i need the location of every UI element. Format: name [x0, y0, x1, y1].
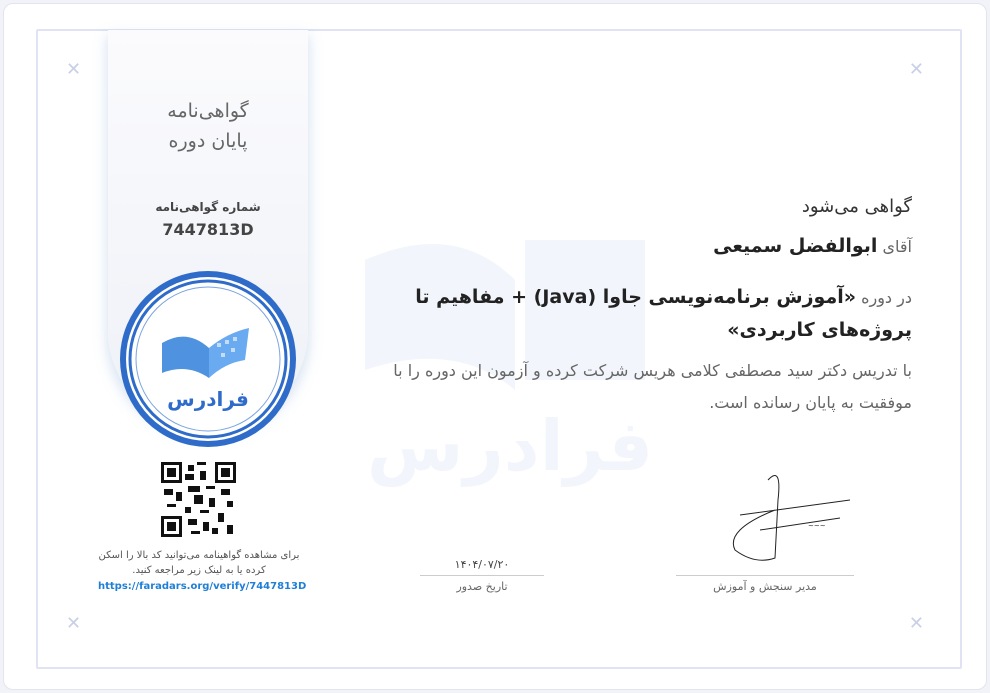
- seal-text: فرادرس: [167, 387, 249, 411]
- signature-line: [676, 575, 854, 576]
- corner-ornament-icon: ✕: [908, 613, 924, 634]
- certificate-body: [352, 196, 912, 419]
- issue-date: ۱۴۰۴/۰۷/۲۰: [454, 558, 510, 571]
- issue-date-label: تاریخ صدور: [456, 580, 508, 593]
- recipient-line: [352, 235, 912, 257]
- course-prefix: در دوره: [861, 288, 912, 307]
- title-line-2: پایان دوره: [168, 130, 248, 152]
- honorific: آقای: [882, 237, 912, 256]
- ribbon-title: [108, 96, 308, 156]
- corner-ornament-icon: ✕: [66, 613, 82, 634]
- signer-title: مدیر سنجش و آموزش: [713, 580, 817, 593]
- watermark-text: فرادرس: [366, 405, 654, 487]
- certificate-ribbon: [108, 30, 308, 430]
- course-line: [352, 281, 912, 347]
- corner-ornament-icon: ✕: [908, 59, 924, 80]
- signature-name-icon: ~~~: [808, 522, 826, 530]
- certificate-number-label: شماره گواهی‌نامه: [155, 200, 261, 214]
- certificate-number: 7447813D: [162, 220, 254, 239]
- verify-link[interactable]: https://faradars.org/verify/7447813D: [98, 581, 307, 592]
- signature: [720, 470, 860, 570]
- title-line-1: گواهی‌نامه: [167, 100, 249, 122]
- qr-instructions: برای مشاهده گواهینامه می‌توانید کد بالا را اسکن کرده یا به لینک زیر مراجعه کنید.: [98, 550, 300, 576]
- faradars-seal: [117, 268, 299, 450]
- corner-ornament-icon: ✕: [66, 59, 82, 80]
- recipient-name: ابوالفضل سمیعی: [713, 235, 878, 257]
- certificate-heading: گواهی می‌شود: [801, 196, 912, 217]
- course-title: «آموزش برنامه‌نویسی جاوا (Java) + مفاهیم تا پروژه‌های کاربردی»: [415, 286, 912, 341]
- completion-statement: با تدریس دکتر سید مصطفی کلامی هریس شرکت کرده و آزمون این دوره را با موفقیت به پایان رسانده است.: [393, 361, 912, 412]
- date-line: [420, 575, 544, 576]
- verification-qr-code[interactable]: [161, 462, 236, 537]
